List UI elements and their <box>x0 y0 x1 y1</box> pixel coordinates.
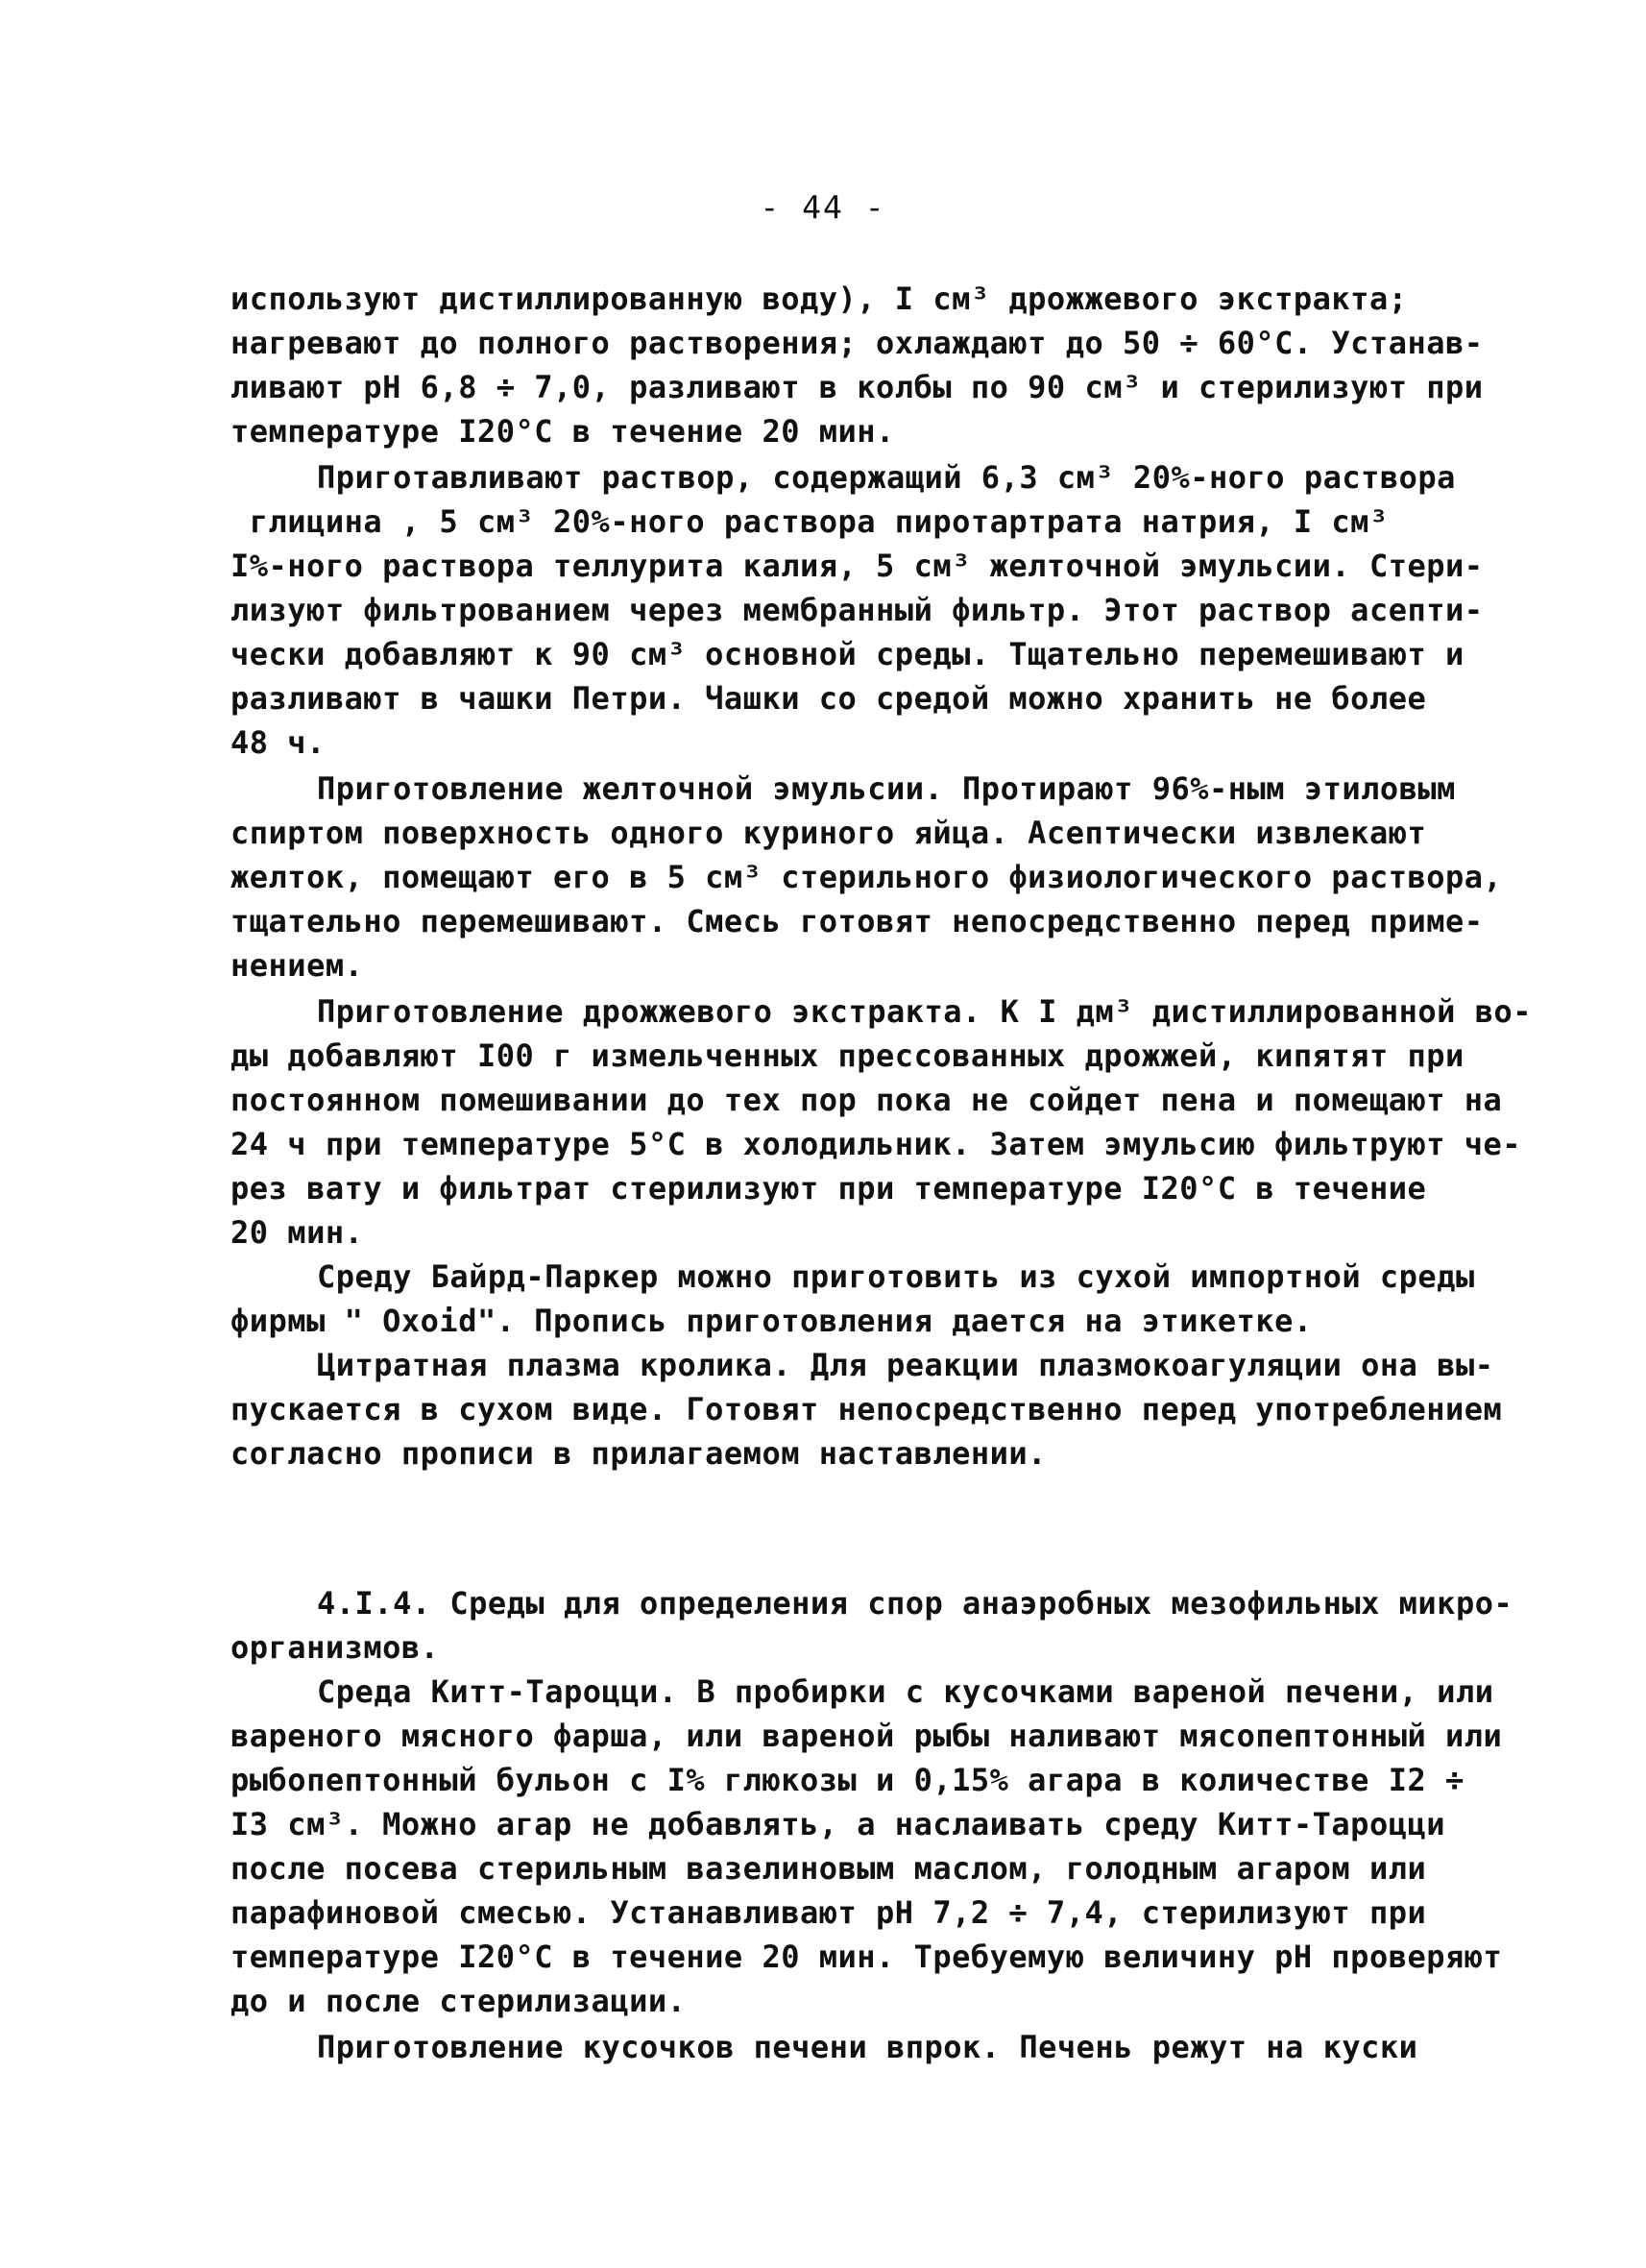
text-line: 24 ч при температуре 5°С в холодильник. Затем эмульсию фильтруют че- <box>230 1126 1522 1162</box>
text-line: ливают рН 6,8 ÷ 7,0, разливают в колбы по 90 см³ и стерилизуют при <box>230 369 1484 405</box>
text-line: парафиновой смесью. Устанавливают рН 7,2 ÷ 7,4, стерилизуют при <box>230 1894 1427 1931</box>
text-line: Приготавливают раствор, содержащий 6,3 см³ 20%-ного раствора <box>317 459 1456 496</box>
text-line: Среду Байрд-Паркер можно приготовить из сухой импортной среды <box>317 1258 1475 1295</box>
text-line: ды добавляют I00 г измельченных прессованных дрожжей, кипятят при <box>230 1037 1464 1074</box>
text-line: используют дистиллированную воду), I см³ дрожжевого экстракта; <box>230 280 1408 317</box>
text-line: тщательно перемешивают. Смесь готовят непосредственно перед приме- <box>230 903 1484 939</box>
text-line: после посева стерильным вазелиновым маслом, голодным агаром или <box>230 1850 1427 1887</box>
text-line: температуре I20°С в течение 20 мин. <box>230 413 895 450</box>
text-line: рез вату и фильтрат стерилизуют при температуре I20°С в течение <box>230 1170 1427 1207</box>
text-line: Цитратная плазма кролика. Для реакции плазмокоагуляции она вы- <box>317 1347 1494 1383</box>
section-heading: 4.I.4. Среды для определения спор анаэробных мезофильных микро- <box>317 1585 1513 1622</box>
text-line: глицина , 5 см³ 20%-ного раствора пиротартрата натрия, I см³ <box>230 503 1389 540</box>
text-line: нагревают до полного растворения; охлаждают до 50 ÷ 60°С. Устанав- <box>230 325 1484 361</box>
text-line: разливают в чашки Петри. Чашки со средой можно хранить не более <box>230 680 1427 717</box>
text-line: постоянном помешивании до тех пор пока не сойдет пена и помещают на <box>230 1082 1503 1118</box>
text-line: Приготовление дрожжевого экстракта. К I дм³ дистиллированной во- <box>317 993 1532 1030</box>
text-line: I%-ного раствора теллурита калия, 5 см³ желточной эмульсии. Стери- <box>230 548 1484 584</box>
text-line: пускается в сухом виде. Готовят непосредственно перед употреблением <box>230 1391 1503 1427</box>
text-line: рыбопептонный бульон с I% глюкозы и 0,15% агара в количестве I2 ÷ <box>230 1762 1464 1798</box>
section-heading: организмов. <box>230 1629 440 1666</box>
text-line: лизуют фильтрованием через мембранный фильтр. Этот раствор асепти- <box>230 592 1484 628</box>
text-line: Приготовление кусочков печени впрок. Печень режут на куски <box>317 2029 1418 2065</box>
text-line: I3 см³. Можно агар не добавлять, а наслаивать среду Китт-Тароцци <box>230 1806 1445 1842</box>
text-line: чески добавляют к 90 см³ основной среды. Тщательно перемешивают и <box>230 636 1464 672</box>
text-line: нением. <box>230 947 364 984</box>
text-line: температуре I20°С в течение 20 мин. Требуемую величину рН проверяют <box>230 1939 1503 1975</box>
text-line: спиртом поверхность одного куриного яйца. Асептически извлекают <box>230 815 1427 851</box>
text-line: 20 мин. <box>230 1214 364 1251</box>
text-line: фирмы " Oxoid". Пропись приготовления дается на этикетке. <box>230 1303 1313 1339</box>
text-line: желток, помещают его в 5 см³ стерильного физиологического раствора, <box>230 859 1503 895</box>
text-line: до и после стерилизации. <box>230 1983 687 2019</box>
page-number: - 44 - <box>760 188 886 226</box>
text-line: Среда Китт-Тароцци. В пробирки с кусочками вареной печени, или <box>317 1673 1494 1710</box>
text-line: 48 ч. <box>230 724 326 761</box>
text-line: вареного мясного фарша, или вареной рыбы наливают мясопептонный или <box>230 1718 1503 1754</box>
text-line: согласно прописи в прилагаемом наставлении. <box>230 1435 1047 1472</box>
text-line: Приготовление желточной эмульсии. Протирают 96%-ным этиловым <box>317 770 1456 807</box>
